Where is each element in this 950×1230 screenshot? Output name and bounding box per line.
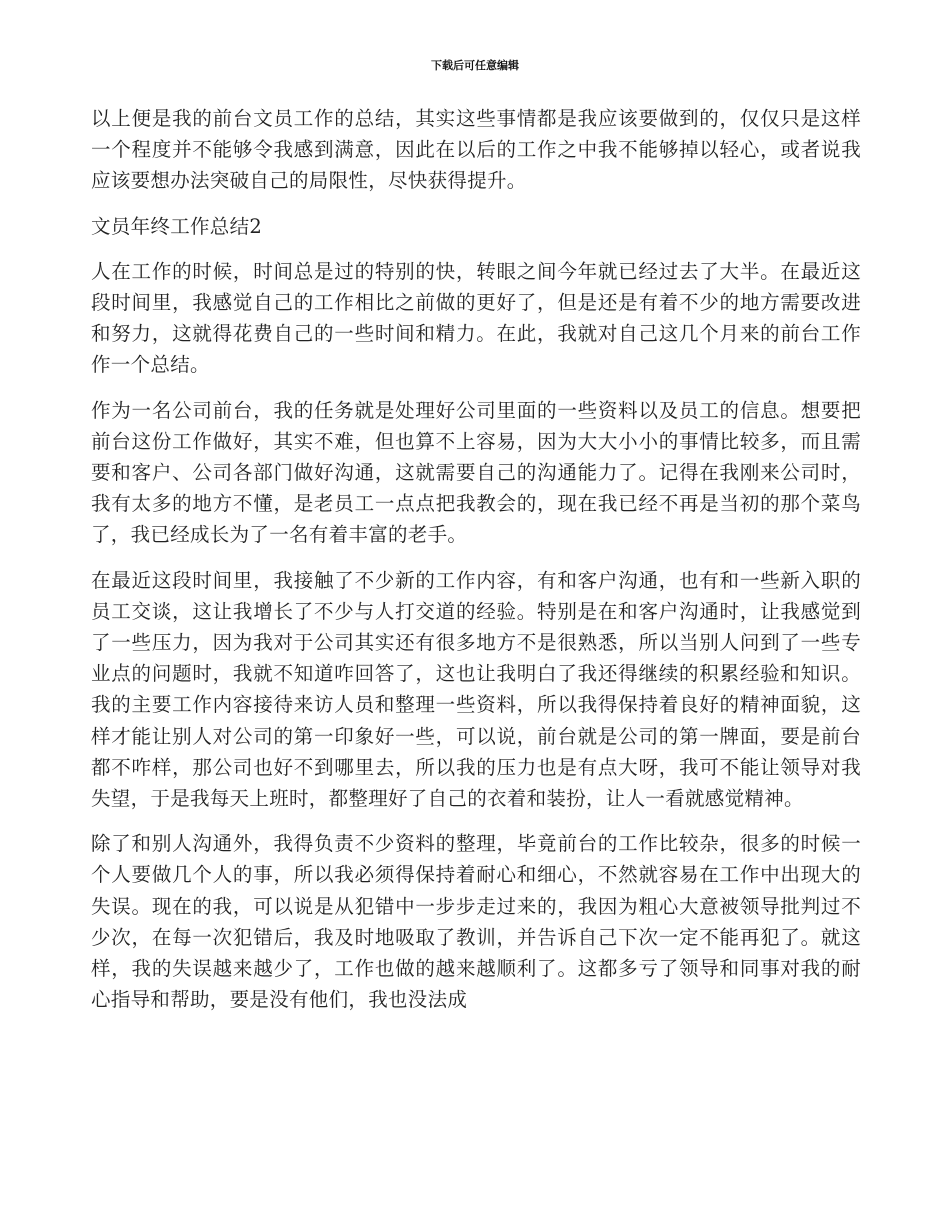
paragraph-documents: 除了和别人沟通外，我得负责不少资料的整理，毕竟前台的工作比较杂，很多的时候一个人要做几个人的事，所以我必须得保持着耐心和细心，不然就容易在工作中出现大的失误。现在的我，可以说是从犯错中一步步走过来的，我因为粗心大意被领导批判过不少次，在每一次犯错后，我及时地吸取了教训，并告诉自己下次一定不能再犯了。就这样，我的失误越来越少了，工作也做的越来越顺利了。这都多亏了领导和同事对我的耐心指导和帮助，要是没有他们，我也没法成 bbox=[91, 832, 861, 1012]
paragraph-intro: 人在工作的时候，时间总是过的特别的快，转眼之间今年就已经过去了大半。在最近这段时间里，我感觉自己的工作相比之前做的更好了，但是还是有着不少的地方需要改进和努力，这就得花费自己的一些时间和精力。在此，我就对自己这几个月来的前台工作作一个总结。 bbox=[91, 259, 861, 377]
section-heading: 文员年终工作总结2 bbox=[91, 214, 263, 238]
document-body bbox=[91, 103, 861, 1029]
page-header: 下载后可任意编辑 bbox=[431, 59, 519, 72]
paragraph-role: 作为一名公司前台，我的任务就是处理好公司里面的一些资料以及员工的信息。想要把前台这份工作做好，其实不难，但也算不上容易，因为大大小小的事情比较多，而且需要和客户、公司各部门做好沟通，这就需要自己的沟通能力了。记得在我刚来公司时，我有太多的地方不懂，是老员工一点点把我教会的，现在我已经不再是当初的那个菜鸟了，我已经成长为了一名有着丰富的老手。 bbox=[91, 398, 861, 547]
paragraph-conclusion: 以上便是我的前台文员工作的总结，其实这些事情都是我应该要做到的，仅仅只是这样一个程度并不能够令我感到满意，因此在以后的工作之中我不能够掉以轻心，或者说我应该要想办法突破自己的局限性，尽快获得提升。 bbox=[91, 107, 861, 193]
paragraph-communication: 在最近这段时间里，我接触了不少新的工作内容，有和客户沟通，也有和一些新入职的员工交谈，这让我增长了不少与人打交道的经验。特别是在和客户沟通时，让我感觉到了一些压力，因为我对于公司其实还有很多地方不是很熟悉，所以当别人问到了一些专业点的问题时，我就不知道咋回答了，这也让我明白了我还得继续的积累经验和知识。我的主要工作内容接待来访人员和整理一些资料，所以我得保持着良好的精神面貌，这样才能让别人对公司的第一印象好一些，可以说，前台就是公司的第一牌面，要是前台都不咋样，那公司也好不到哪里去，所以我的压力也是有点大呀，我可不能让领导对我失望，于是我每天上班时，都整理好了自己的衣着和装扮，让人一看就感觉精神。 bbox=[91, 568, 861, 811]
